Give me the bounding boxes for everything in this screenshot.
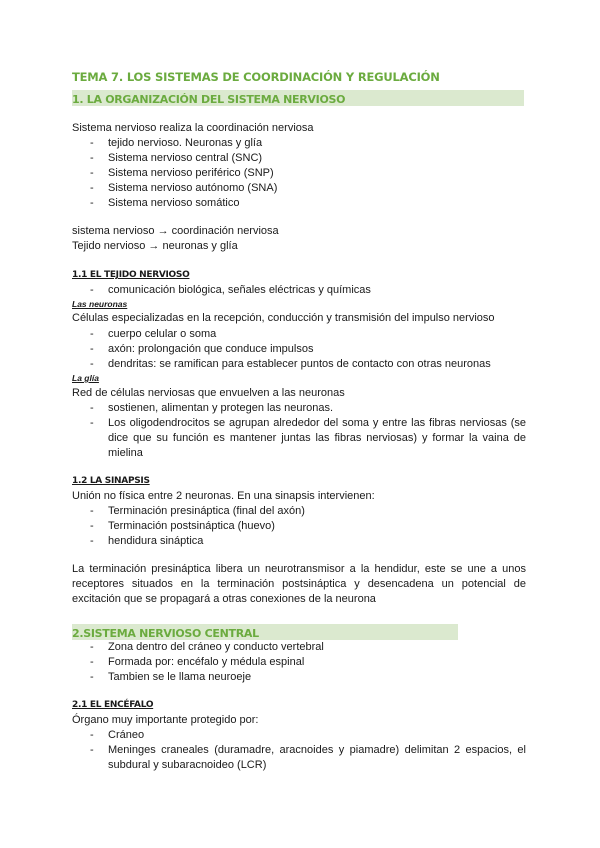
- section-2-list: [88, 640, 324, 685]
- sinapsis-intro: Unión no física entre 2 neuronas. En una sinapsis intervienen:: [72, 490, 375, 502]
- section-1-intro: Sistema nervioso realiza la coordinación nerviosa: [72, 122, 314, 134]
- neuronas-heading: Las neuronas: [72, 299, 128, 309]
- list-item: - Formada por: encéfalo y médula espinal: [90, 656, 305, 668]
- subsection-1-1-heading: 1.1 EL TEJIDO NERVIOSO: [72, 270, 190, 280]
- subsection-1-1-list: [88, 283, 371, 298]
- list-item: - Tambien se le llama neuroeje: [90, 671, 252, 683]
- list-item: - Los oligodendrocitos se agrupan alrededor del soma y entre las fibras nerviosas (se dice que su función es mantener juntas las fibras nerviosas) y formar la vaina de mielina: [90, 417, 526, 459]
- encefalo-intro: Órgano muy importante protegido por:: [72, 714, 259, 726]
- list-item: - Cráneo: [90, 729, 145, 741]
- sinapsis-list: [88, 504, 305, 549]
- list-item: - Terminación postsináptica (huevo): [90, 520, 275, 532]
- subsection-1-2-heading: 1.2 LA SINAPSIS: [72, 476, 150, 486]
- neuronas-text: Células especializadas en la recepción, conducción y transmisión del impulso nervioso: [72, 312, 495, 324]
- glia-heading: La glía: [72, 373, 99, 383]
- list-item: - Sistema nervioso autónomo (SNA): [90, 182, 278, 194]
- list-item: - dendritas: se ramifican para establecer puntos de contacto con otras neuronas: [90, 358, 491, 370]
- list-item: - Zona dentro del cráneo y conducto vertebral: [90, 641, 324, 653]
- section-1-line-1: sistema nervioso → coordinación nerviosa: [72, 225, 279, 237]
- subsection-2-1-heading: 2.1 EL ENCÉFALO: [72, 700, 154, 710]
- list-item: - cuerpo celular o soma: [90, 328, 217, 340]
- list-item: - Sistema nervioso somático: [90, 197, 240, 209]
- list-item: - sostienen, alimentan y protegen las neuronas.: [90, 402, 334, 414]
- list-item: - comunicación biológica, señales eléctricas y químicas: [90, 284, 371, 296]
- list-item: - axón: prolongación que conduce impulsos: [90, 343, 314, 355]
- list-item: - Meninges craneales (duramadre, aracnoides y piamadre) delimitan 2 espacios, el subdural y subaracnoideo (LCR): [90, 744, 526, 771]
- neuronas-list: [88, 327, 491, 372]
- sinapsis-paragraph: La terminación presináptica libera un neurotransmisor a la hendidur, este se une a unos receptores situados en la terminación postsináptica y desencadena un potencial de excitación que se propagará a otras conexiones de la neurona: [72, 563, 526, 605]
- list-item: - tejido nervioso. Neuronas y glía: [90, 137, 263, 149]
- section-1-list: [88, 136, 277, 211]
- section-2-heading-band: [72, 624, 458, 640]
- list-item: - hendidura sináptica: [90, 535, 204, 547]
- list-item: - Sistema nervioso periférico (SNP): [90, 167, 274, 179]
- encefalo-list: [88, 728, 526, 773]
- section-1-heading-band: [72, 90, 524, 106]
- document-title: TEMA 7. LOS SISTEMAS DE COORDINACIÓN Y REGULACIÓN: [72, 70, 440, 84]
- list-item: - Sistema nervioso central (SNC): [90, 152, 263, 164]
- section-2-heading: 2.SISTEMA NERVIOSO CENTRAL: [72, 627, 259, 640]
- section-1-heading: 1. LA ORGANIZACIÓN DEL SISTEMA NERVIOSO: [72, 93, 346, 106]
- glia-list: [88, 401, 526, 461]
- section-1-line-2: Tejido nervioso → neuronas y glía: [72, 240, 238, 252]
- glia-text: Red de células nerviosas que envuelven a las neuronas: [72, 387, 345, 399]
- list-item: - Terminación presináptica (final del axón): [90, 505, 305, 517]
